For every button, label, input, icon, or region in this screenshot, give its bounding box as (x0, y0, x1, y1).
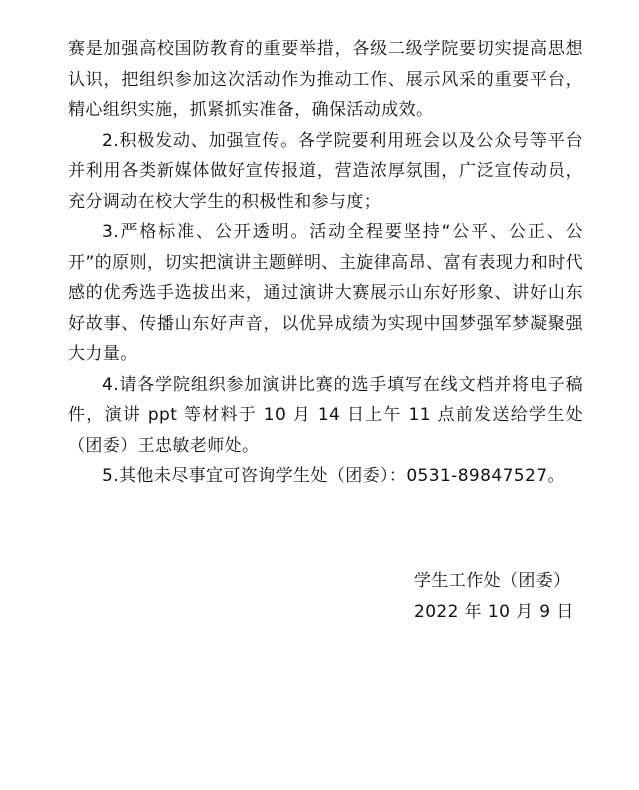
paragraph-item-4-submission: 4.请各学院组织参加演讲比赛的选手填写在线文档并将电子稿件，演讲 ppt 等材料于 10 月 14 日上午 11 点前发送给学生处（团委）王忠敏老师处。 (68, 374, 583, 456)
paragraph-continued-intro: 赛是加强高校国防教育的重要举措，各级二级学院要切实提高思想认识，把组织参加这次活动作为推动工作、展示风采的重要平台，精心组织实施，抓紧抓实准备，确保活动成效。 (68, 39, 583, 120)
paragraph-item-3-standards: 3.严格标准、公开透明。活动全程要坚持“公平、公正、公开”的原则，切实把演讲主题鲜明、主旋律高昂、富有表现力和时代感的优秀选手选拔出来，通过演讲大赛展示山东好形象、讲好山东好故事、传播山东好声音，以优异成绩为实现中国梦强军梦凝聚强大力量。 (68, 222, 583, 364)
paragraph-item-2-publicity: 2.积极发动、加强宣传。各学院要利用班会以及公众号等平台并利用各类新媒体做好宣传报道，营造浓厚氛围，广泛宣传动员，充分调动在校大学生的积极性和参与度； (68, 130, 583, 212)
signature-organization: 学生工作处（团委） (414, 571, 571, 591)
document-body (68, 34, 583, 492)
signature-date: 2022 年 10 月 9 日 (414, 602, 574, 622)
paragraph-item-5-contact: 5.其他未尽事宜可咨询学生处（团委）：0531-89847527。 (102, 466, 565, 486)
signature-block (414, 566, 574, 628)
